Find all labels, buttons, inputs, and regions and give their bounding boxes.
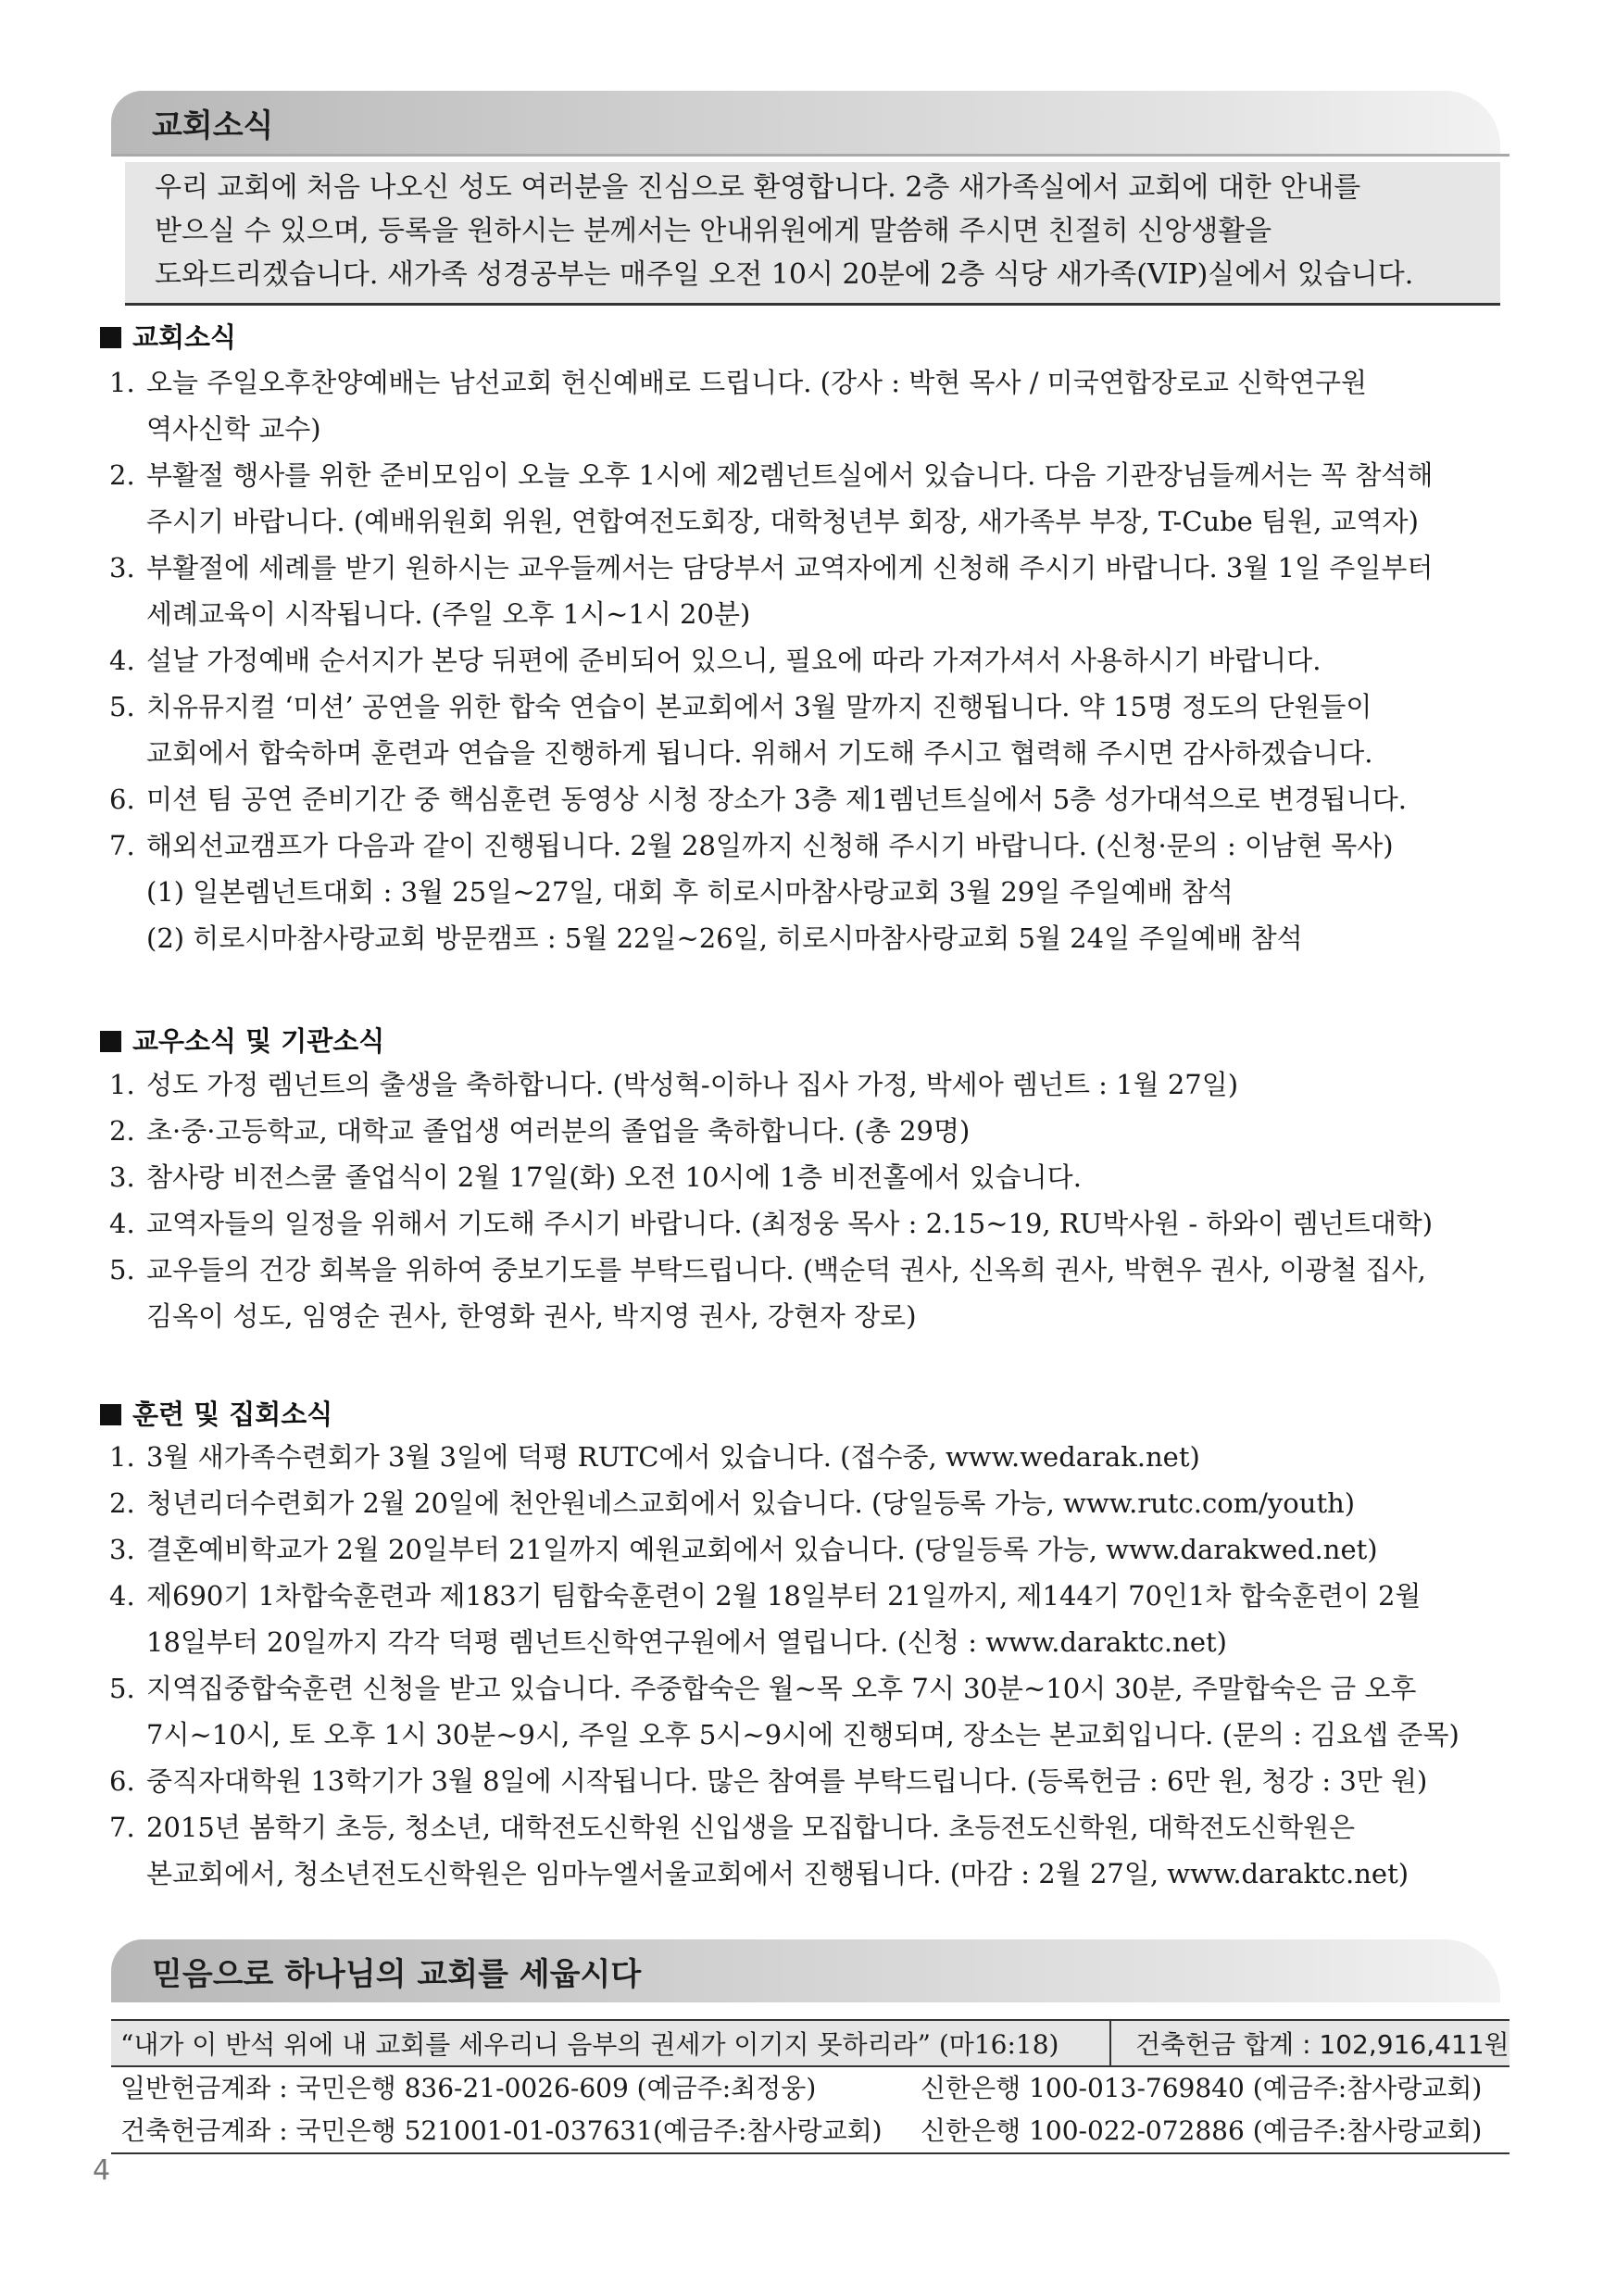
item-line: 18일부터 20일까지 각각 덕평 렘넌트신학연구원에서 열립니다. (신청 : www.daraktc.net)	[146, 1626, 1227, 1658]
item-line: 중직자대학원 13학기가 3월 8일에 시작됩니다. 많은 참여를 부탁드립니다. (등록헌금 : 6만 원, 청강 : 3만 원)	[146, 1765, 1428, 1797]
item-line: (2) 히로시마참사랑교회 방문캠프 : 5월 22일~26일, 히로시마참사랑교회 5월 24일 주일예배 참석	[146, 922, 1303, 954]
item-text	[146, 1200, 1508, 1247]
header-title: 교회소식	[152, 107, 274, 144]
item-line: 미션 팀 공연 준비기간 중 핵심훈련 동영상 시청 장소가 3층 제1렘넌트실에서 5층 성가대석으로 변경됩니다.	[146, 784, 1407, 815]
church-news-list	[109, 359, 1508, 961]
item-line: 역사신학 교수)	[146, 413, 321, 445]
list-item	[109, 1665, 1508, 1758]
item-line: 지역집중합숙훈련 신청을 받고 있습니다. 주중합숙은 월~목 오후 7시 30분~10시 30분, 주말합숙은 금 오후	[146, 1673, 1417, 1704]
welcome-line: 도와드리겠습니다. 새가족 성경공부는 매주일 오전 10시 20분에 2층 식당 새가족(VIP)실에서 있습니다.	[155, 258, 1414, 291]
list-item	[109, 1200, 1508, 1247]
list-item	[109, 1480, 1508, 1526]
list-item	[109, 452, 1508, 545]
training-news-list	[109, 1434, 1508, 1897]
item-number: 7.	[109, 1812, 135, 1843]
item-text	[146, 1247, 1508, 1339]
item-line: 세례교육이 시작됩니다. (주일 오후 1시~1시 20분)	[146, 598, 751, 630]
item-number: 2.	[109, 459, 135, 491]
item-text	[146, 1665, 1508, 1758]
item-line: 교회에서 합숙하며 훈련과 연습을 진행하게 됩니다. 위해서 기도해 주시고 협력해 주시면 감사하겠습니다.	[146, 737, 1373, 769]
list-item	[109, 1804, 1508, 1897]
welcome-box	[125, 162, 1500, 306]
item-number: 5.	[109, 1673, 135, 1704]
section-header-tab	[111, 91, 1500, 154]
list-item	[109, 545, 1508, 637]
list-item	[109, 637, 1508, 684]
building-title: 믿음으로 하나님의 교회를 세웁시다	[152, 1955, 642, 1993]
item-line: 주시기 바랍니다. (예배위원회 위원, 연합여전도회장, 대학청년부 회장, 새가족부 부장, T-Cube 팀원, 교역자)	[146, 506, 1419, 537]
item-line: 치유뮤지컬 ‘미션’ 공연을 위한 합숙 연습이 본교회에서 3월 말까지 진행됩니다. 약 15명 정도의 단원들이	[146, 691, 1372, 722]
item-line: 7시~10시, 토 오후 1시 30분~9시, 주일 오후 5시~9시에 진행되며, 장소는 본교회입니다. (문의 : 김요셉 준목)	[146, 1719, 1459, 1750]
item-text	[146, 545, 1508, 637]
account-row	[111, 2110, 1510, 2152]
item-text	[146, 684, 1508, 776]
item-line: 본교회에서, 청소년전도신학원은 임마누엘서울교회에서 진행됩니다. (마감 : 2월 27일, www.daraktc.net)	[146, 1858, 1409, 1889]
item-line: 교역자들의 일정을 위해서 기도해 주시기 바랍니다. (최정웅 목사 : 2.15~19, RU박사원 - 하와이 렘넌트대학)	[146, 1208, 1434, 1239]
square-bullet-icon	[100, 327, 121, 348]
list-item	[109, 822, 1508, 961]
list-item	[109, 1573, 1508, 1665]
page-number: 4	[93, 2154, 111, 2187]
item-line: 성도 가정 렘넌트의 출생을 축하합니다. (박성혁-이하나 집사 가정, 박세아 렘넌트 : 1월 27일)	[146, 1069, 1239, 1100]
item-line: 2015년 봄학기 초등, 청소년, 대학전도신학원 신입생을 모집합니다. 초등전도신학원, 대학전도신학원은	[146, 1812, 1355, 1843]
item-line: 초·중·고등학교, 대학교 졸업생 여러분의 졸업을 축하합니다. (총 29명)	[146, 1115, 971, 1147]
item-line: 해외선교캠프가 다음과 같이 진행됩니다. 2월 28일까지 신청해 주시기 바랍니다. (신청·문의 : 이남현 목사)	[146, 830, 1394, 861]
item-text	[146, 1061, 1508, 1108]
list-item	[109, 1526, 1508, 1573]
building-header-tab	[111, 1939, 1500, 2002]
welcome-line: 우리 교회에 처음 나오신 성도 여러분을 진심으로 환영합니다. 2층 새가족실에서 교회에 대한 안내를	[155, 171, 1361, 204]
list-item	[109, 1758, 1508, 1804]
item-line: 김옥이 성도, 임영순 권사, 한영화 권사, 박지영 권사, 강현자 장로)	[146, 1300, 917, 1332]
item-number: 4.	[109, 1208, 135, 1239]
item-text	[146, 359, 1508, 452]
item-line: 청년리더수련회가 2월 20일에 천안원네스교회에서 있습니다. (당일등록 가능, www.rutc.com/youth)	[146, 1487, 1356, 1519]
item-line: 3월 새가족수련회가 3월 3일에 덕평 RUTC에서 있습니다. (접수중, www.wedarak.net)	[146, 1441, 1200, 1473]
bible-quote: “내가 이 반석 위에 내 교회를 세우리니 음부의 권세가 이기지 못하리라” (마16:18)	[111, 2021, 1111, 2065]
square-bullet-icon	[100, 1404, 121, 1425]
item-text	[146, 1154, 1508, 1200]
item-text	[146, 1434, 1508, 1480]
item-number: 1.	[109, 1069, 135, 1100]
building-fund-total: 건축헌금 합계 : 102,916,411원	[1135, 2029, 1510, 2060]
item-number: 1.	[109, 367, 135, 398]
item-number: 1.	[109, 1441, 135, 1473]
item-text	[146, 776, 1508, 822]
bottom-divider	[111, 2152, 1510, 2154]
item-line: 참사랑 비전스쿨 졸업식이 2월 17일(화) 오전 10시에 1층 비전홀에서 있습니다.	[146, 1161, 1082, 1193]
list-item	[109, 776, 1508, 822]
account-row	[111, 2067, 1510, 2110]
header-divider	[111, 154, 1510, 157]
item-number: 7.	[109, 830, 135, 861]
list-item	[109, 359, 1508, 452]
item-text	[146, 637, 1508, 684]
section-title-member-news: 교우소식 및 기관소식	[100, 1021, 384, 1059]
list-item	[109, 1154, 1508, 1200]
item-number: 6.	[109, 1765, 135, 1797]
item-text	[146, 1758, 1508, 1804]
square-bullet-icon	[100, 1031, 121, 1052]
list-item	[109, 1247, 1508, 1339]
item-line: 결혼예비학교가 2월 20일부터 21일까지 예원교회에서 있습니다. (당일등록 가능, www.darakwed.net)	[146, 1534, 1378, 1565]
item-text	[146, 452, 1508, 545]
member-news-list	[109, 1061, 1508, 1339]
building-quote-bar	[111, 2019, 1510, 2067]
item-number: 3.	[109, 1161, 135, 1193]
list-item	[109, 1434, 1508, 1480]
item-line: 오늘 주일오후찬양예배는 남선교회 헌신예배로 드립니다. (강사 : 박현 목사 / 미국연합장로교 신학연구원	[146, 367, 1368, 398]
list-item	[109, 1061, 1508, 1108]
item-line: 제690기 1차합숙훈련과 제183기 팀합숙훈련이 2월 18일부터 21일까지, 제144기 70인1차 합숙훈련이 2월	[146, 1580, 1422, 1612]
section-title-church-news: 교회소식	[100, 317, 236, 355]
item-line: 부활절에 세례를 받기 원하시는 교우들께서는 담당부서 교역자에게 신청해 주시기 바랍니다. 3월 1일 주일부터	[146, 552, 1434, 583]
item-line: 부활절 행사를 위한 준비모임이 오늘 오후 1시에 제2렘넌트실에서 있습니다. 다음 기관장님들께서는 꼭 참석해	[146, 459, 1434, 491]
item-text	[146, 1480, 1508, 1526]
item-number: 2.	[109, 1487, 135, 1519]
item-number: 3.	[109, 552, 135, 583]
building-offering-account: 건축헌금계좌 : 국민은행 521001-01-037631(예금주:참사랑교회)	[120, 2115, 883, 2146]
item-line: (1) 일본렘넌트대회 : 3월 25일~27일, 대회 후 히로시마참사랑교회 3월 29일 주일예배 참석	[146, 876, 1234, 908]
list-item	[109, 1108, 1508, 1154]
item-text	[146, 1526, 1508, 1573]
item-number: 5.	[109, 1254, 135, 1286]
item-number: 6.	[109, 784, 135, 815]
item-number: 4.	[109, 645, 135, 676]
shinhan-account: 신한은행 100-022-072886 (예금주:참사랑교회)	[921, 2115, 1483, 2146]
general-offering-account: 일반헌금계좌 : 국민은행 836-21-0026-609 (예금주:최정웅)	[120, 2073, 817, 2103]
shinhan-account: 신한은행 100-013-769840 (예금주:참사랑교회)	[921, 2073, 1483, 2103]
welcome-line: 받으실 수 있으며, 등록을 원하시는 분께서는 안내위원에게 말씀해 주시면 친절히 신앙생활을	[155, 215, 1272, 247]
item-number: 3.	[109, 1534, 135, 1565]
item-text	[146, 822, 1508, 961]
item-line: 교우들의 건강 회복을 위하여 중보기도를 부탁드립니다. (백순덕 권사, 신옥희 권사, 박현우 권사, 이광철 집사,	[146, 1254, 1426, 1286]
item-text	[146, 1108, 1508, 1154]
item-number: 5.	[109, 691, 135, 722]
item-line: 설날 가정예배 순서지가 본당 뒤편에 준비되어 있으니, 필요에 따라 가져가셔서 사용하시기 바랍니다.	[146, 645, 1322, 676]
section-title-training-news: 훈련 및 집회소식	[100, 1394, 332, 1432]
item-text	[146, 1573, 1508, 1665]
list-item	[109, 684, 1508, 776]
item-number: 4.	[109, 1580, 135, 1612]
item-text	[146, 1804, 1508, 1897]
item-number: 2.	[109, 1115, 135, 1147]
